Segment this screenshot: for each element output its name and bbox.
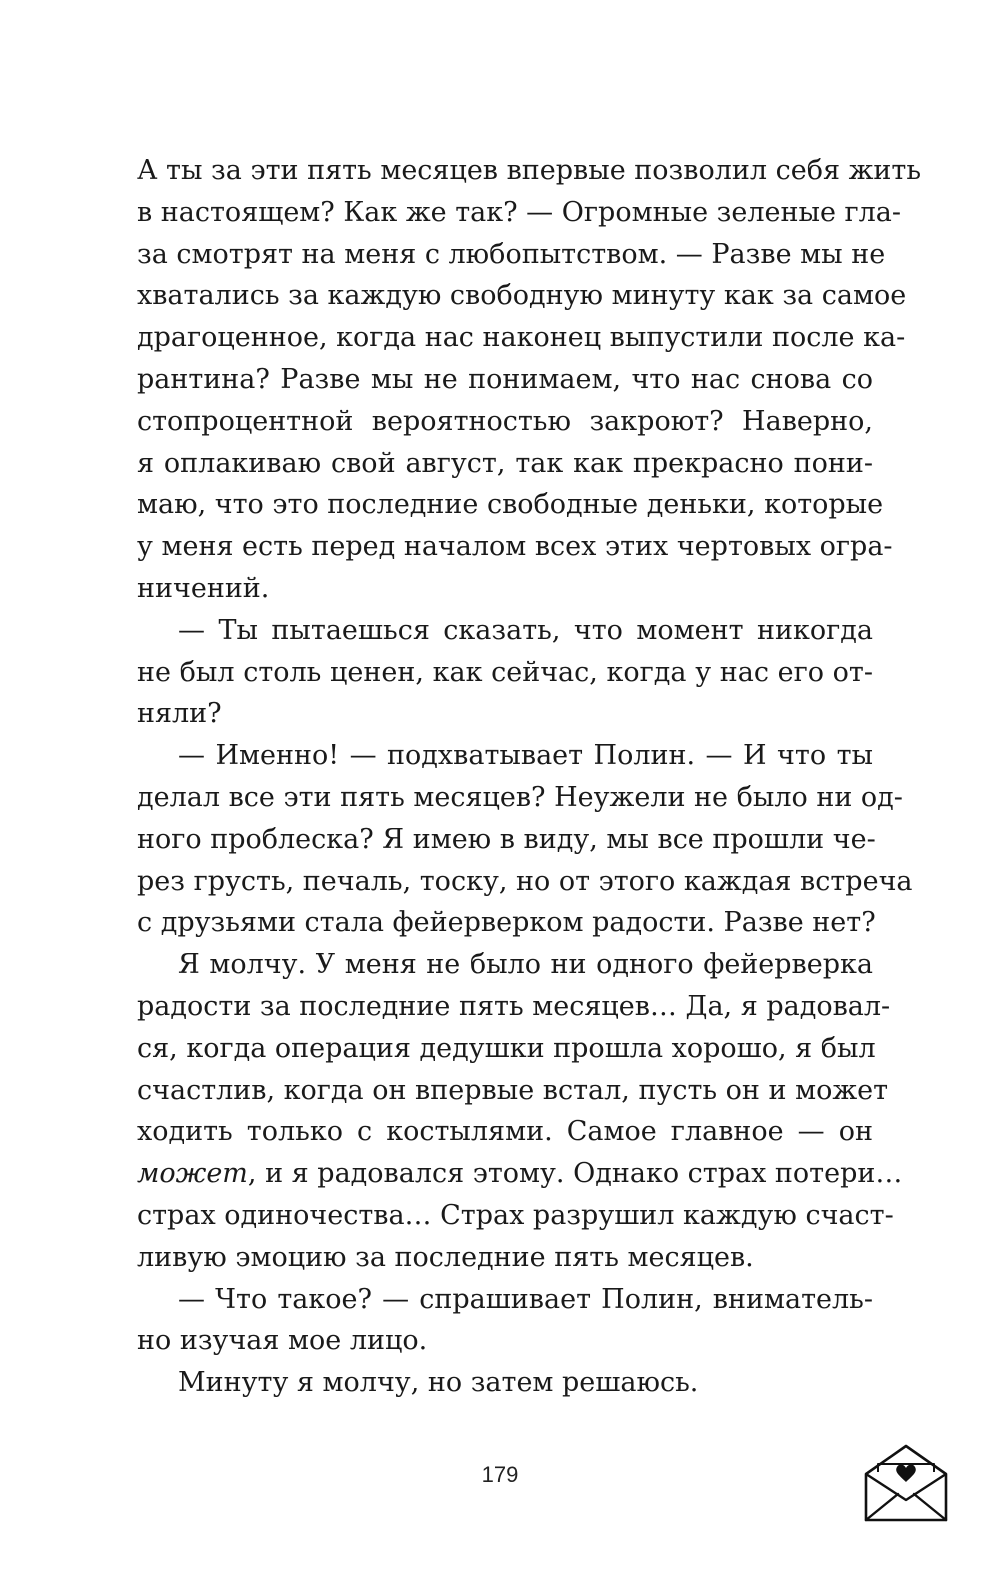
text-line: драгоценное, когда нас наконец выпустили после ка- (137, 322, 906, 354)
text-line: радости за последние пять месяцев… Да, я радовал- (137, 990, 891, 1022)
text-line: ся, когда операция дедушки прошла хорошо, я был (137, 1032, 876, 1064)
text-line: А ты за эти пять месяцев впервые позволил себя жить (137, 155, 922, 186)
text-line: Я молчу. У меня не было ни одного фейерверка (178, 949, 873, 981)
text-line: счастлив, когда он впервые встал, пусть он и может (137, 1074, 889, 1106)
text-line: — Ты пытаешься сказать, что момент никогда (178, 614, 873, 646)
text-line: в настоящем? Как же так? — Огромные зеленые гла- (137, 196, 902, 228)
page-number: 179 (481, 1462, 519, 1487)
text-line (137, 1153, 903, 1195)
text-line: — Что такое? — спрашивает Полин, вниматель- (178, 1283, 873, 1315)
text-line: но изучая мое лицо. (137, 1325, 428, 1357)
text-line: маю, что это последние свободные деньки, которые (137, 489, 884, 521)
emphasis-word: может (137, 1158, 248, 1190)
text-line: ного проблеска? Я имею в виду, мы все прошли че- (137, 823, 876, 855)
text-line: у меня есть перед началом всех этих чертовых огра- (137, 531, 893, 563)
body-text (137, 150, 922, 1404)
text-line-rest: , и я радовался этому. Однако страх потери… (247, 1158, 903, 1190)
text-line: Минуту я молчу, но затем решаюсь. (178, 1367, 699, 1399)
text-line: стопроцентной вероятностью закроют? Наверно, (137, 405, 873, 437)
text-line: не был столь ценен, как сейчас, когда у нас его от- (137, 656, 873, 688)
text-line: ничений. (137, 572, 270, 604)
text-line: страх одиночества… Страх разрушил каждую счаст- (137, 1199, 894, 1231)
text-line: я оплакиваю свой август, так как прекрасно пони- (137, 447, 873, 479)
text-line: — Именно! — подхватывает Полин. — И что ты (178, 740, 873, 772)
text-line: за смотрят на меня с любопытством. — Разве мы не (137, 238, 886, 270)
text-line: няли? (137, 698, 222, 730)
text-line: ходить только с костылями. Самое главное — он (137, 1116, 873, 1148)
text-line: ливую эмоцию за последние пять месяцев. (137, 1241, 754, 1273)
text-line: хватались за каждую свободную минуту как за самое (137, 280, 907, 312)
text-line: рантина? Разве мы не понимаем, что нас снова со (137, 363, 873, 395)
text-line: делал все эти пять месяцев? Неужели не было ни од- (137, 781, 903, 813)
text-line: рез грусть, печаль, тоску, но от этого каждая встреча (137, 865, 913, 897)
envelope-heart-icon (858, 1434, 954, 1530)
text-line: с друзьями стала фейерверком радости. Разве нет? (137, 907, 876, 939)
